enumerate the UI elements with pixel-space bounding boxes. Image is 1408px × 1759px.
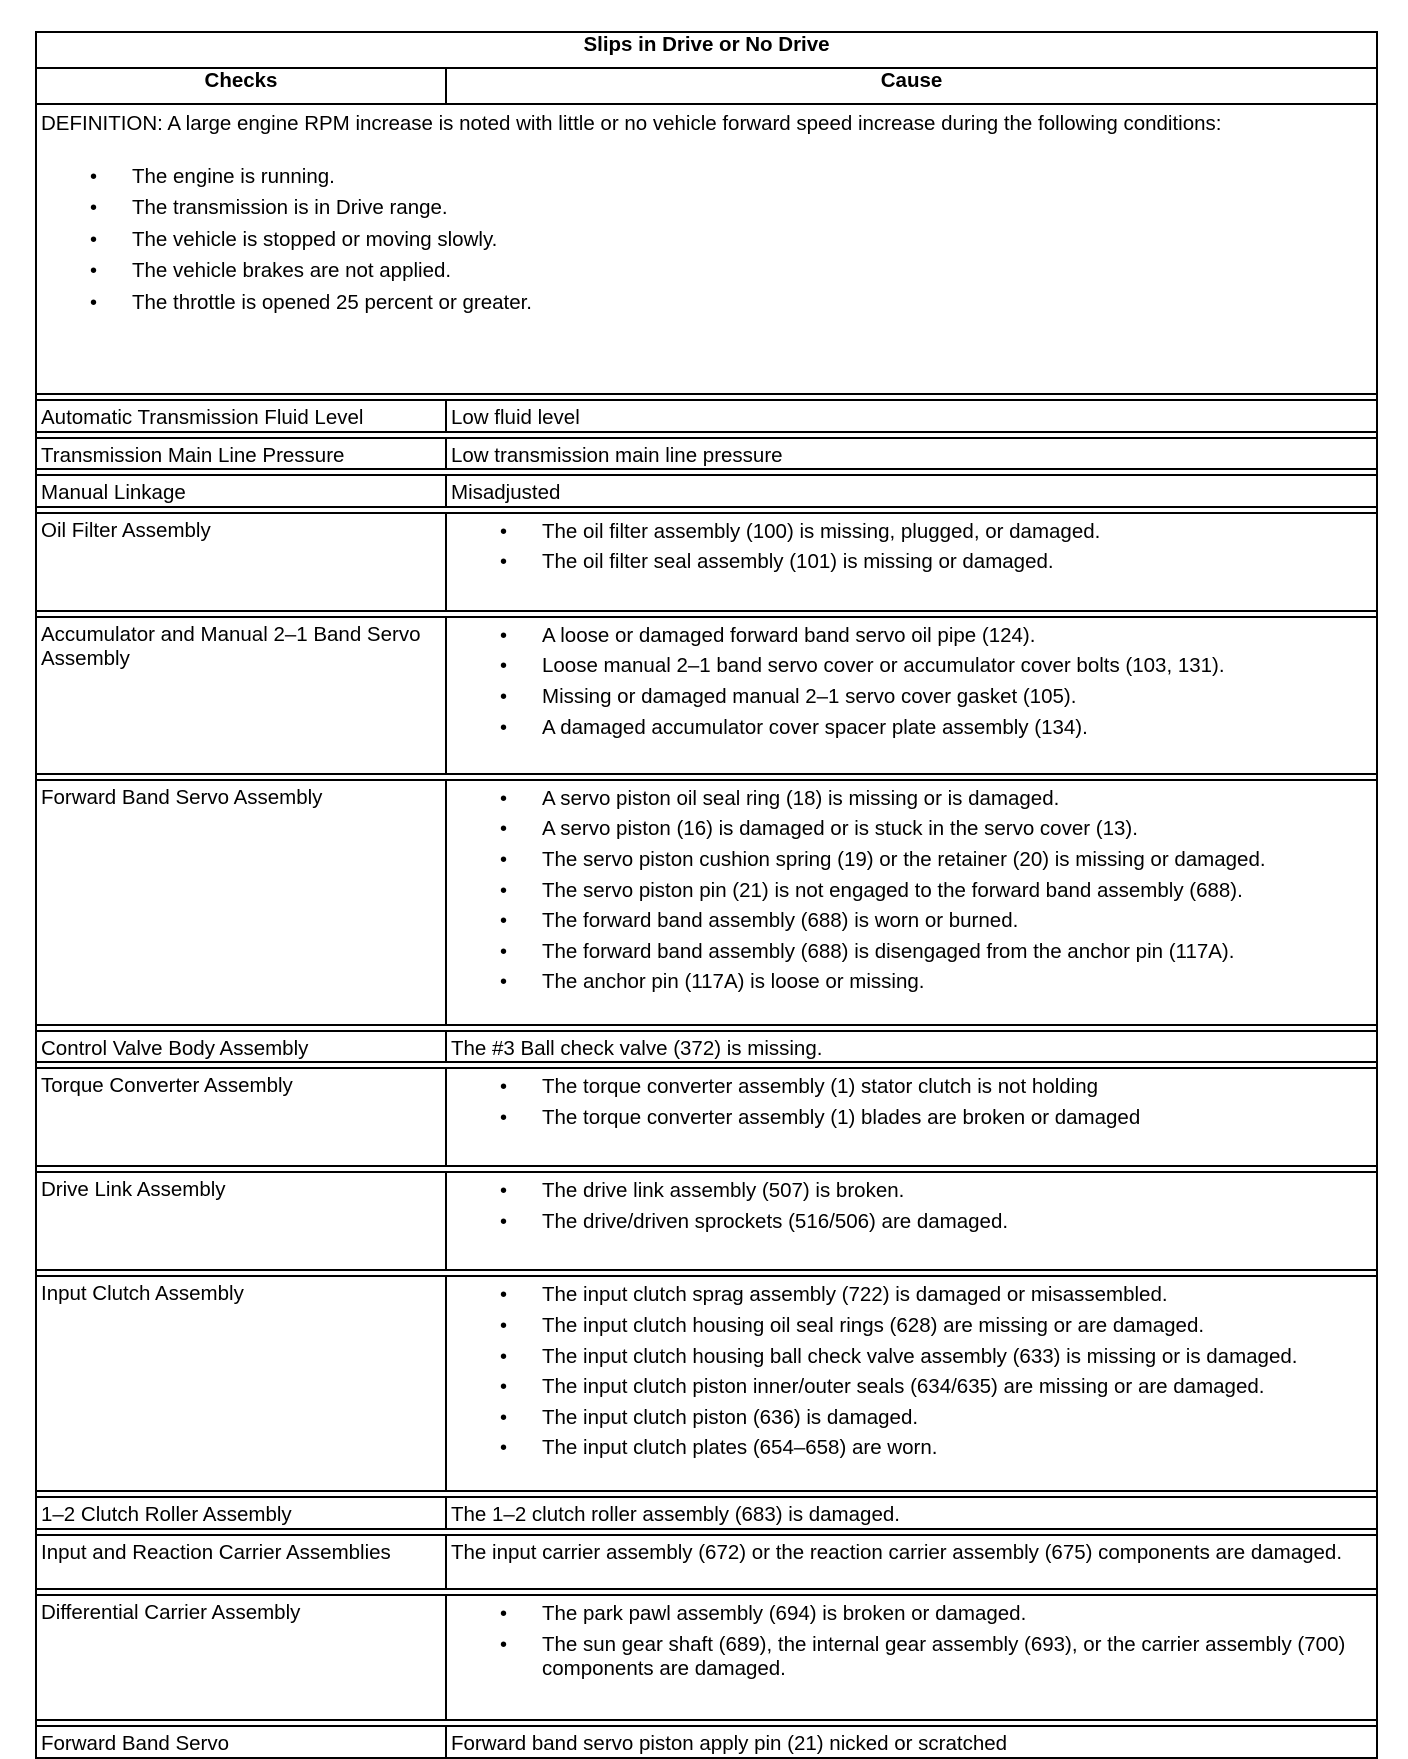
cause-item: • The input clutch piston (636) is damaged. xyxy=(542,1406,1372,1431)
cause-cell xyxy=(446,513,1377,611)
table-row xyxy=(36,1068,1377,1166)
checks-header: Checks xyxy=(36,68,446,104)
cause-item: • Loose manual 2–1 band servo cover or accumulator cover bolts (103, 131). xyxy=(542,654,1372,679)
table-row xyxy=(36,1595,1377,1720)
header-row xyxy=(36,68,1377,104)
cause-item: • The oil filter assembly (100) is missing, plugged, or damaged. xyxy=(542,520,1372,545)
cause-cell: Misadjusted xyxy=(446,475,1377,507)
condition-item: • The throttle is opened 25 percent or greater. xyxy=(132,291,1372,316)
check-cell: Manual Linkage xyxy=(36,475,446,507)
cause-cell xyxy=(446,780,1377,1025)
check-cell: Forward Band Servo xyxy=(36,1726,446,1758)
cause-cell: Low fluid level xyxy=(446,400,1377,432)
table-row xyxy=(36,1497,1377,1529)
check-cell: Accumulator and Manual 2–1 Band Servo Assembly xyxy=(36,617,446,774)
cause-item: • The drive link assembly (507) is broken. xyxy=(542,1179,1372,1204)
cause-item: • The input clutch housing oil seal rings (628) are missing or are damaged. xyxy=(542,1314,1372,1339)
table-row xyxy=(36,617,1377,774)
table-row xyxy=(36,1726,1377,1758)
cause-cell xyxy=(446,1276,1377,1491)
title-row xyxy=(36,32,1377,68)
check-cell: Oil Filter Assembly xyxy=(36,513,446,611)
cause-item: • A servo piston (16) is damaged or is stuck in the servo cover (13). xyxy=(542,817,1372,842)
condition-list xyxy=(41,165,1372,316)
check-cell: Control Valve Body Assembly xyxy=(36,1031,446,1063)
cause-item: • Missing or damaged manual 2–1 servo cover gasket (105). xyxy=(542,685,1372,710)
cause-list xyxy=(451,1602,1372,1682)
cause-item: • The input clutch housing ball check valve assembly (633) is missing or is damaged. xyxy=(542,1345,1372,1370)
cause-item: • The input clutch plates (654–658) are worn. xyxy=(542,1436,1372,1461)
check-cell: Torque Converter Assembly xyxy=(36,1068,446,1166)
table-title: Slips in Drive or No Drive xyxy=(36,32,1377,68)
check-cell: Drive Link Assembly xyxy=(36,1172,446,1270)
cause-cell: The input carrier assembly (672) or the reaction carrier assembly (675) components are damaged. xyxy=(446,1535,1377,1589)
condition-item: • The transmission is in Drive range. xyxy=(132,196,1372,221)
cause-item: • A servo piston oil seal ring (18) is missing or is damaged. xyxy=(542,787,1372,812)
cause-item: • The forward band assembly (688) is worn or burned. xyxy=(542,909,1372,934)
cause-list xyxy=(451,624,1372,740)
cause-list xyxy=(451,1283,1372,1461)
cause-item: • The input clutch piston inner/outer seals (634/635) are missing or are damaged. xyxy=(542,1375,1372,1400)
table-row xyxy=(36,475,1377,507)
cause-item: • The torque converter assembly (1) blades are broken or damaged xyxy=(542,1106,1372,1131)
table-row xyxy=(36,1172,1377,1270)
cause-cell: Forward band servo piston apply pin (21) nicked or scratched xyxy=(446,1726,1377,1758)
cause-item: • The drive/driven sprockets (516/506) are damaged. xyxy=(542,1210,1372,1235)
condition-item: • The vehicle is stopped or moving slowly. xyxy=(132,228,1372,253)
cause-cell: The #3 Ball check valve (372) is missing. xyxy=(446,1031,1377,1063)
table-row xyxy=(36,780,1377,1025)
cause-list xyxy=(451,520,1372,575)
cause-item: • The oil filter seal assembly (101) is missing or damaged. xyxy=(542,550,1372,575)
cause-item: • The anchor pin (117A) is loose or missing. xyxy=(542,970,1372,995)
check-cell: Forward Band Servo Assembly xyxy=(36,780,446,1025)
cause-item: • The torque converter assembly (1) stator clutch is not holding xyxy=(542,1075,1372,1100)
table-row xyxy=(36,400,1377,432)
cause-item: • The park pawl assembly (694) is broken or damaged. xyxy=(542,1602,1372,1627)
table-row xyxy=(36,1276,1377,1491)
table-row xyxy=(36,1031,1377,1063)
condition-item: • The engine is running. xyxy=(132,165,1372,190)
cause-list xyxy=(451,787,1372,995)
cause-item: • The servo piston pin (21) is not engaged to the forward band assembly (688). xyxy=(542,879,1372,904)
check-cell: 1–2 Clutch Roller Assembly xyxy=(36,1497,446,1529)
cause-cell xyxy=(446,1172,1377,1270)
definition-row xyxy=(36,104,1377,394)
check-cell: Differential Carrier Assembly xyxy=(36,1595,446,1720)
cause-item: • The sun gear shaft (689), the internal gear assembly (693), or the carrier assembly (700) components are damaged. xyxy=(542,1633,1372,1682)
cause-cell xyxy=(446,617,1377,774)
cause-cell: Low transmission main line pressure xyxy=(446,438,1377,470)
check-cell: Automatic Transmission Fluid Level xyxy=(36,400,446,432)
cause-item: • A damaged accumulator cover spacer plate assembly (134). xyxy=(542,716,1372,741)
cause-item: • The servo piston cushion spring (19) or the retainer (20) is missing or damaged. xyxy=(542,848,1372,873)
diagnosis-table xyxy=(35,31,1378,1759)
cause-list xyxy=(451,1179,1372,1234)
table-row xyxy=(36,438,1377,470)
definition-text: DEFINITION: A large engine RPM increase is noted with little or no vehicle forward speed increase during the following conditions: xyxy=(41,112,1222,135)
cause-list xyxy=(451,1075,1372,1130)
cause-header: Cause xyxy=(446,68,1377,104)
condition-item: • The vehicle brakes are not applied. xyxy=(132,259,1372,284)
cause-item: • The forward band assembly (688) is disengaged from the anchor pin (117A). xyxy=(542,940,1372,965)
definition-cell xyxy=(36,104,1377,394)
cause-item: • The input clutch sprag assembly (722) is damaged or misassembled. xyxy=(542,1283,1372,1308)
table-row xyxy=(36,513,1377,611)
cause-cell: The 1–2 clutch roller assembly (683) is damaged. xyxy=(446,1497,1377,1529)
table-row xyxy=(36,1535,1377,1589)
cause-cell xyxy=(446,1595,1377,1720)
cause-cell xyxy=(446,1068,1377,1166)
check-cell: Transmission Main Line Pressure xyxy=(36,438,446,470)
check-cell: Input Clutch Assembly xyxy=(36,1276,446,1491)
check-cell: Input and Reaction Carrier Assemblies xyxy=(36,1535,446,1589)
cause-item: • A loose or damaged forward band servo oil pipe (124). xyxy=(542,624,1372,649)
